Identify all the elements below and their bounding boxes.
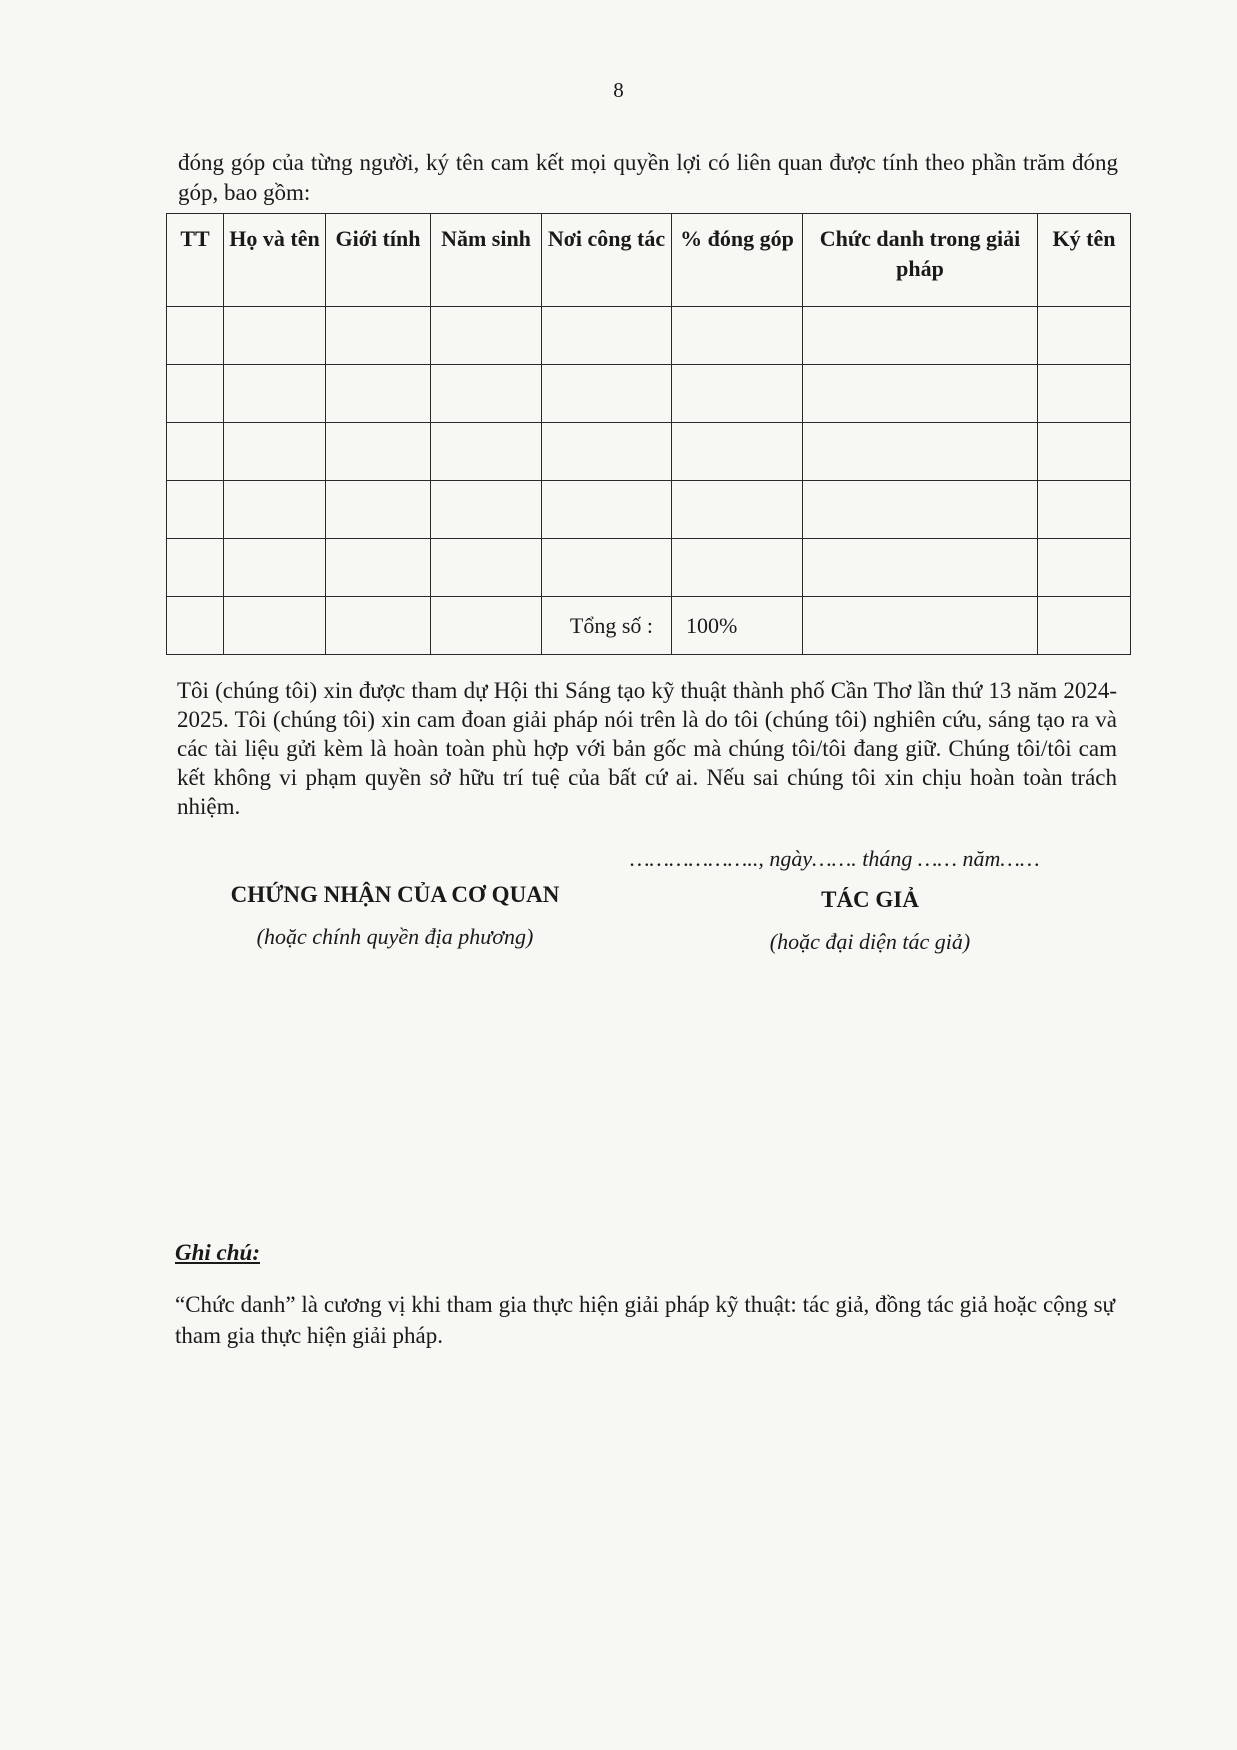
table-header-row <box>167 214 1131 307</box>
certification-note: (hoặc chính quyền địa phương) <box>256 924 534 949</box>
total-value: 100% <box>672 597 803 655</box>
header-tt: TT <box>167 214 224 307</box>
header-workplace: Nơi công tác <box>542 214 672 307</box>
total-label: Tổng số : <box>542 597 672 655</box>
author-title: TÁC GIẢ <box>821 887 919 912</box>
intro-paragraph: đóng góp của từng người, ký tên cam kết mọi quyền lợi có liên quan được tính theo phần trăm đóng góp, bao gồm: <box>178 150 1118 205</box>
header-contribution-percent: % đóng góp <box>672 214 803 307</box>
table-row <box>167 539 1131 597</box>
header-birth-year: Năm sinh <box>431 214 542 307</box>
date-line: ……………….., ngày……. tháng …… năm…… <box>630 846 1040 871</box>
header-signature: Ký tên <box>1038 214 1131 307</box>
certification-block <box>170 880 620 950</box>
contribution-table <box>166 213 1131 655</box>
table-row <box>167 365 1131 423</box>
header-gender: Giới tính <box>326 214 431 307</box>
table-total-row <box>167 597 1131 655</box>
note-heading: Ghi chú: <box>175 1240 260 1265</box>
header-role: Chức danh trong giải pháp <box>803 214 1038 307</box>
page-number: 8 <box>613 78 624 102</box>
table-row <box>167 307 1131 365</box>
note-text: “Chức danh” là cương vị khi tham gia thực hiện giải pháp kỹ thuật: tác giả, đồng tác giả hoặc cộng sự tham gia thực hiện giải pháp. <box>175 1292 1115 1348</box>
table-row <box>167 481 1131 539</box>
table-row <box>167 423 1131 481</box>
author-block <box>630 885 1110 955</box>
declaration-paragraph: Tôi (chúng tôi) xin được tham dự Hội thi Sáng tạo kỹ thuật thành phố Cần Thơ lần thứ 13 năm 2024-2025. Tôi (chúng tôi) xin cam đoan giải pháp nói trên là do tôi (chúng tôi) nghiên cứu, sáng tạo ra và các tài liệu gửi kèm là hoàn toàn phù hợp với bản gốc mà chúng tôi/tôi đang giữ. Chúng tôi/tôi cam kết không vi phạm quyền sở hữu trí tuệ của bất cứ ai. Nếu sai chúng tôi xin chịu hoàn toàn trách nhiệm. <box>177 678 1117 819</box>
author-note: (hoặc đại diện tác giả) <box>769 929 971 954</box>
certification-title: CHỨNG NHẬN CỦA CƠ QUAN <box>230 882 560 907</box>
header-name: Họ và tên <box>224 214 326 307</box>
